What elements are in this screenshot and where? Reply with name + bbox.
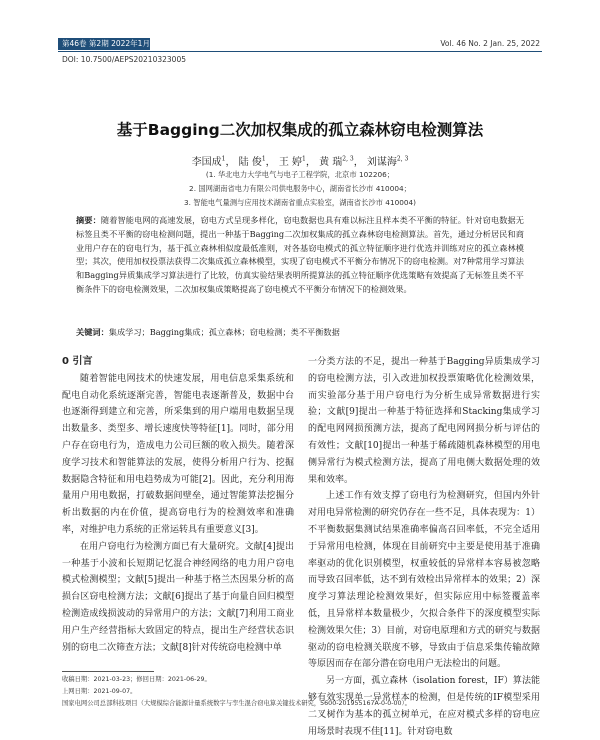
footnotes	[62, 674, 411, 710]
body-paragraph: 随着智能电网技术的快速发展，用电信息采集系统和配电自动化系统逐渐完善，智能电表逐渐普及，数据中台也逐渐得到建立和完善，所采集到的用户端用电数据呈现出数量多、类型多、增长速度快等特征[1]。同时，部分用户存在窃电行为，造成电力公司巨额的收入损失。随着深度学习技术和智能算法的发展，使得分析用户行为、挖掘数据隐含特征和用电趋势成为可能[2]。因此，充分利用海量用户用电数据，打破数据间壁垒，通过智能算法挖掘分析出数据的内在价值，提高窃电行为的检测效率和准确率，对维护电力系统的正常运转具有重要意义[3]。	[62, 373, 294, 535]
author: 陆 俊$^1$	[238, 155, 266, 168]
section-title-introduction: 0 引言	[62, 356, 93, 367]
author: 王 婷$^1$	[278, 155, 306, 168]
footnote: 上网日期：2021-09-07。	[62, 688, 137, 695]
body-column-left	[62, 354, 294, 656]
paper-title: 基于Bagging二次加权集成的孤立森林窃电检测算法	[116, 121, 484, 139]
affiliations	[0, 168, 600, 210]
author-list: 李国成$^1$， 陆 俊$^1$， 王 婷$^1$， 黄 瑞$^{2, 3}$， 刘谋海$^{2, 3}$	[191, 155, 409, 168]
body-paragraph: 一分类方法的不足，提出一种基于Bagging异质集成学习的窃电检测方法，引入改进加权投票策略优化检测效果，而实验部分基于用户窃电行为分析生成异常数据进行实验；文献[9]提出一种基于特征选择和Stacking集成学习的配电网网损预测方法，提高了配电网网损分析与评估的有效性；文献[10]提出一种基于稀疏随机森林模型的用电侧异常行为模式检测方法，提高了用电侧大数据处理的效果和效率。	[308, 357, 540, 485]
doi[interactable]: DOI: 10.7500/AEPS20210323005	[62, 55, 186, 64]
author: 刘谋海$^{2, 3}$	[366, 155, 409, 168]
journal-issue-info-en: Vol. 46 No. 2 Jan. 25, 2022	[440, 39, 540, 48]
journal-issue-info: 第46卷 第2期 2022年1月25日	[62, 39, 167, 48]
keywords	[76, 327, 524, 338]
affiliation: (1. 华北电力大学电气与电子工程学院，北京市 102206；	[205, 170, 395, 179]
author: 李国成$^1$	[191, 155, 226, 168]
body-paragraph: 上述工作有效支撑了窃电行为检测研究，但国内外针对用电异常检测的研究仍存在一些不足，具体表现为：1）不平衡数据集测试结果准确率偏高召回率低，不完全适用于异常用电检测，体现在目前研究中主要是使用基于准确率驱动的优化识别模型，权重较低的异常样本容易被忽略而导致召回率低，达不到有效检出异常样本的效果；2）深度学习算法理论检测效果好，但实际应用中标签覆盖率低，且异常样本数量极少，欠拟合条件下的深度模型实际检测效果欠佳；3）目前，对窃电原理和方式的研究与数据驱动的窃电检测关联度不够，导致由于信息采集传输故障等原因而存在部分潜在窃电用户无法检出的问题。	[308, 491, 540, 670]
keywords-label: 关键词：	[76, 327, 109, 337]
affiliation: 3. 智能电气量测与应用技术湖南省重点实验室，湖南省长沙市 410004)	[183, 198, 417, 207]
abstract-label: 摘要：	[76, 215, 101, 225]
footnote: 收稿日期：2021-03-23；修回日期：2021-06-29。	[62, 676, 211, 683]
abstract-text: 随着智能电网的高速发展，窃电方式呈现多样化，窃电数据也具有难以标注且样本类不平衡的特征。针对窃电数据无标签且类不平衡的窃电检测问题，提出一种基于Bagging二次加权集成的孤立森林窃电检测算法。首先，通过分析居民和商业用户存在的窃电行为，基于孤立森林相似度最低准则，对各基窃电模式的孤立特征顺序进行优选并训练对应的孤立森林模型；其次，使用加权投票法获得二次集成孤立森林模型，实现了窃电模式不平衡分布情况下的窃电检测。对7种常用学习算法和Bagging异质集成学习算法进行了比较，仿真实验结果表明所提算法的孤立特征顺序优选策略有效提高了无标签且类不平衡条件下的窃电检测效果，二次加权集成策略提高了窃电模式不平衡分布情况下的检测效果。	[76, 215, 524, 294]
header-rule	[58, 51, 542, 52]
body-paragraph: 在用户窃电行为检测方面已有大量研究。文献[4]提出一种基于小波和长短期记忆混合神经网络的电力用户窃电模式检测模型；文献[5]提出一种基于格兰杰因果分析的高损台区窃电检测方法；文献[6]提出了基于向量自回归模型检测造成线损波动的异常用户的方法；文献[7]利用工商业用户生产经营指标大致固定的特点，提出生产经营状态识别的窃电二次筛查方法；文献[8]针对传统窃电检测中单	[62, 541, 294, 653]
affiliation: 2. 国网湖南省电力有限公司供电服务中心，湖南省长沙市 410004；	[189, 184, 411, 193]
keywords-text: 集成学习；Bagging集成；孤立森林；窃电检测；类不平衡数据	[108, 327, 340, 337]
footnote-rule	[62, 671, 154, 672]
body-paragraph: 另一方面，孤立森林（isolation forest，IF）算法能够有效实现单一异常样本的检测，但是传统的IF模型采用二叉树作为基本的孤立树单元，在应对模式多样的窃电应用场景时表现不佳[11]。针对窃电数	[308, 676, 540, 737]
author: 黄 瑞$^{2, 3}$	[319, 155, 354, 168]
footnote: 国家电网公司总部科技项目（大规模综合能源计量系统数字与孪生混合窃电算关键技术研究，5600-201955167A-0-0-00）。	[62, 700, 411, 707]
abstract	[76, 214, 524, 297]
body-column-right	[308, 354, 540, 740]
